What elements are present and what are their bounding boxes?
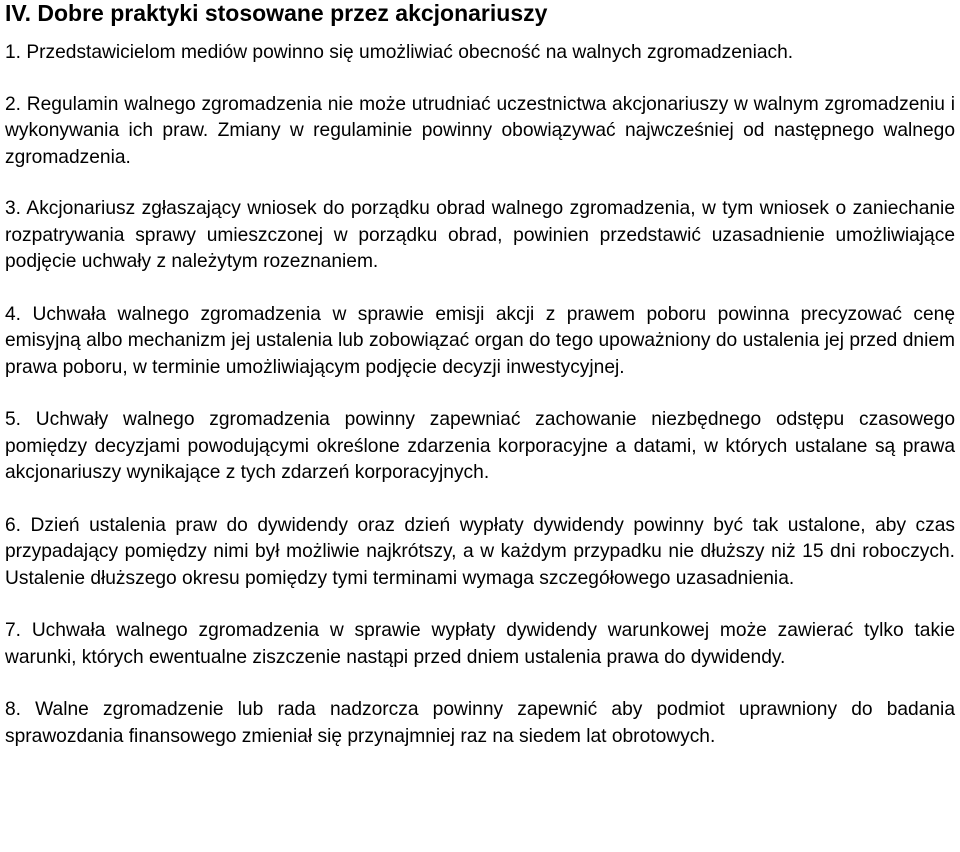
- section-heading: IV. Dobre praktyki stosowane przez akcjonariuszy: [5, 0, 548, 26]
- paragraph-1: 1. Przedstawicielom mediów powinno się umożliwiać obecność na walnych zgromadzeniach.: [5, 42, 794, 63]
- paragraph-5: 5. Uchwały walnego zgromadzenia powinny zapewniać zachowanie niezbędnego odstępu czasowego pomiędzy decyzjami powodującymi określone zdarzenia korporacyjne a datami, w których ustalane są prawa akcjonariuszy wynikające z tych zdarzeń korporacyjnych.: [5, 409, 955, 483]
- paragraph-3: 3. Akcjonariusz zgłaszający wniosek do porządku obrad walnego zgromadzenia, w tym wniosek o zaniechanie rozpatrywania sprawy umieszczonej w porządku obrad, powinien przedstawić uzasadnienie umożliwiające podjęcie uchwały z należytym rozeznaniem.: [5, 198, 955, 272]
- paragraph-8: 8. Walne zgromadzenie lub rada nadzorcza powinny zapewnić aby podmiot uprawniony do badania sprawozdania finansowego zmieniał się przynajmniej raz na siedem lat obrotowych.: [5, 699, 955, 747]
- paragraph-4: 4. Uchwała walnego zgromadzenia w sprawie emisji akcji z prawem poboru powinna precyzować cenę emisyjną albo mechanizm jej ustalenia lub zobowiązać organ do tego upoważniony do ustalenia jej przed dniem prawa poboru, w terminie umożliwiającym podjęcie decyzji inwestycyjnej.: [5, 303, 955, 378]
- paragraph-7: 7. Uchwała walnego zgromadzenia w sprawie wypłaty dywidendy warunkowej może zawierać tylko takie warunki, których ewentualne ziszczenie nastąpi przed dniem ustalenia prawa do dywidendy.: [5, 620, 955, 668]
- paragraph-2: 2. Regulamin walnego zgromadzenia nie może utrudniać uczestnictwa akcjonariuszy w walnym zgromadzeniu i wykonywania ich praw. Zmiany w regulaminie powinny obowiązywać najwcześniej od następnego walnego zgromadzenia.: [5, 93, 955, 168]
- paragraph-6: 6. Dzień ustalenia praw do dywidendy oraz dzień wypłaty dywidendy powinny być tak ustalone, aby czas przypadający pomiędzy nimi był możliwie najkrótszy, a w każdym przypadku nie dłuższy niż 15 dni roboczych. Ustalenie dłuższego okresu pomiędzy tymi terminami wymaga szczegółowego uzasadnienia.: [5, 514, 955, 589]
